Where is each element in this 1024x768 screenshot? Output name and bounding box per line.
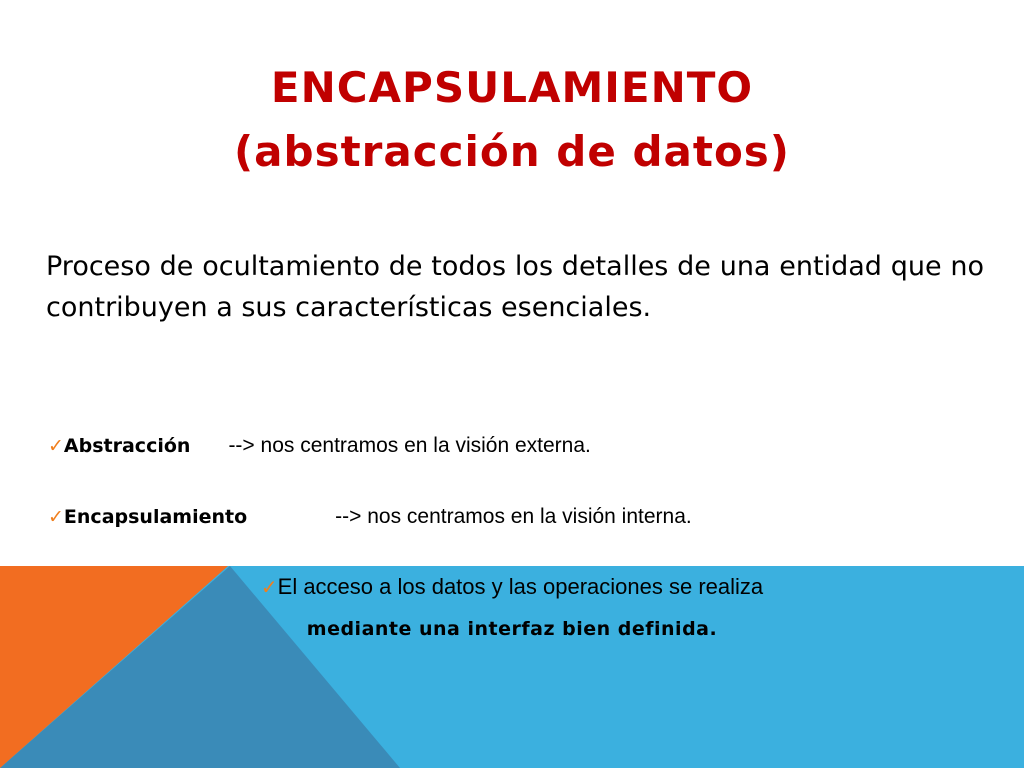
note-text-1: El acceso a los datos y las operaciones se realiza: [277, 574, 764, 599]
definition-paragraph: Proceso de ocultamiento de todos los detalles de una entidad que no contribuyen a sus características esenciales.: [46, 251, 984, 323]
checkmark-icon: ✓: [48, 506, 64, 528]
checkmark-icon: ✓: [260, 575, 278, 599]
note-line-2: mediante una interfaz bien definida.: [306, 618, 718, 640]
bullet-encapsulamiento: [48, 505, 692, 529]
bullet-abstraccion: [48, 434, 591, 458]
slide-title: [0, 56, 1024, 184]
bullet-term: Abstracción: [63, 435, 191, 457]
title-line-1: ENCAPSULAMIENTO: [270, 63, 754, 112]
bullet-description: --> nos centramos en la visión interna.: [335, 505, 692, 528]
note-line-1: [0, 574, 1024, 600]
title-line-2: (abstracción de datos): [233, 127, 790, 176]
checkmark-icon: ✓: [48, 435, 64, 457]
bullet-description: --> nos centramos en la visión externa.: [228, 434, 591, 457]
bullet-term: Encapsulamiento: [63, 506, 248, 528]
